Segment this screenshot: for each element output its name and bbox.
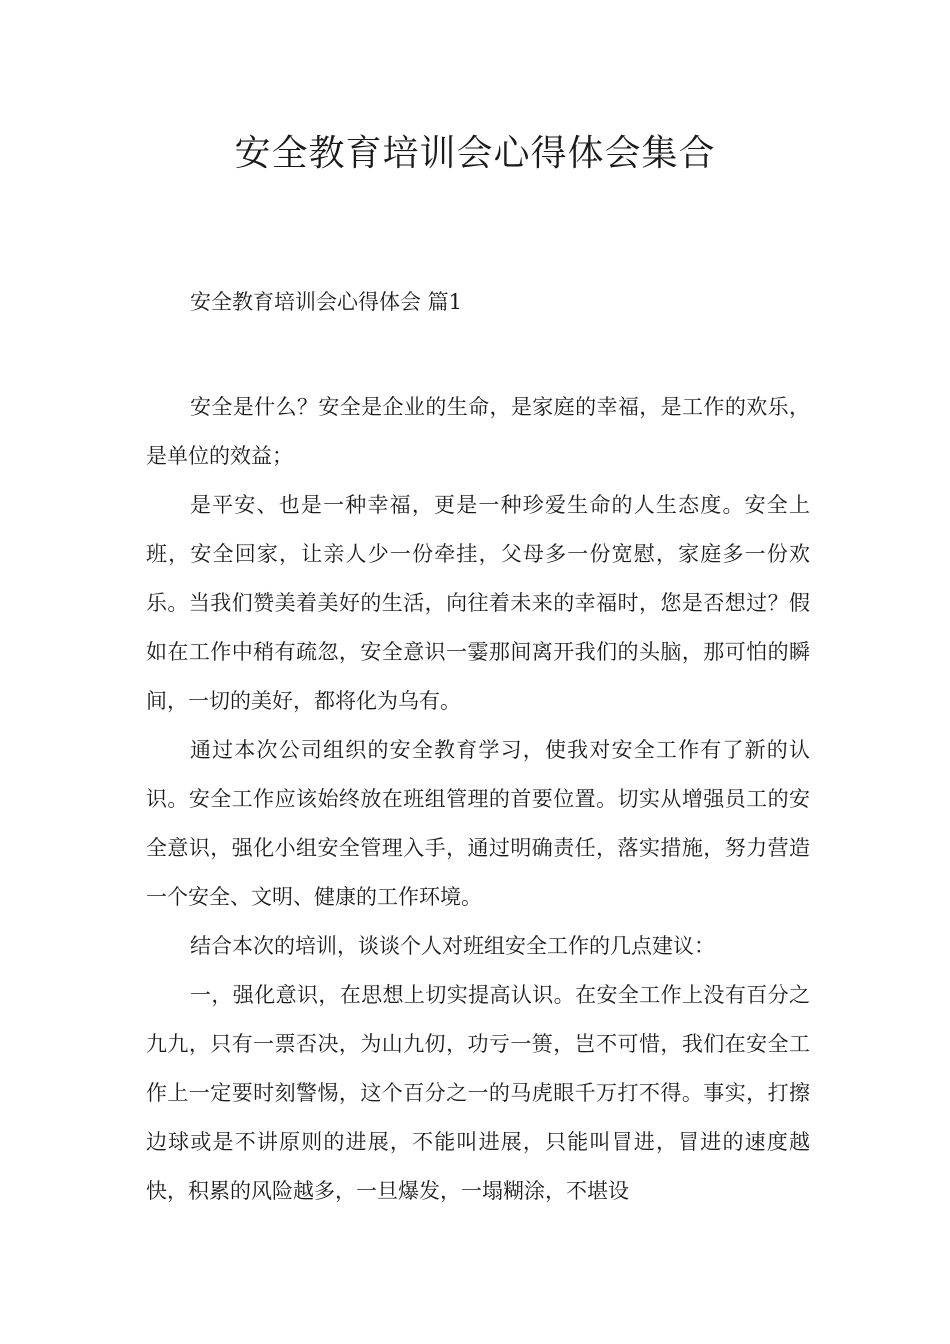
paragraph: 结合本次的培训，谈谈个人对班组安全工作的几点建议： — [190, 934, 715, 958]
document-body — [146, 383, 810, 1216]
paragraph: 安全是什么？安全是企业的生命，是家庭的幸福，是工作的欢乐，是单位的效益； — [146, 395, 810, 468]
paragraph: 通过本次公司组织的安全教育学习，使我对安全工作有了新的认识。安全工作应该始终放在班组管理的首要位置。切实从增强员工的安全意识，强化小组安全管理入手，通过明确责任，落实措施，努力营造一个安全、文明、健康的工作环境。 — [146, 738, 810, 909]
paragraph: 一，强化意识，在思想上切实提高认识。在安全工作上没有百分之九九，只有一票否决，为山九仞，功亏一篑，岂不可惜，我们在安全工作上一定要时刻警惕，这个百分之一的马虎眼千万打不得。事实，打擦边球或是不讲原则的进展，不能叫进展，只能叫冒进，冒进的速度越快，积累的风险越多，一旦爆发，一塌糊涂，不堪设 — [146, 983, 810, 1203]
section-heading: 安全教育培训会心得体会 篇1 — [190, 290, 463, 314]
document-title: 安全教育培训会心得体会集合 — [234, 133, 716, 174]
paragraph: 是平安、也是一种幸福，更是一种珍爱生命的人生态度。安全上班，安全回家，让亲人少一份牵挂，父母多一份宽慰，家庭多一份欢乐。当我们赞美着美好的生活，向往着未来的幸福时，您是否想过？假如在工作中稍有疏忽，安全意识一霎那间离开我们的头脑，那可怕的瞬间，一切的美好，都将化为乌有。 — [146, 493, 810, 713]
